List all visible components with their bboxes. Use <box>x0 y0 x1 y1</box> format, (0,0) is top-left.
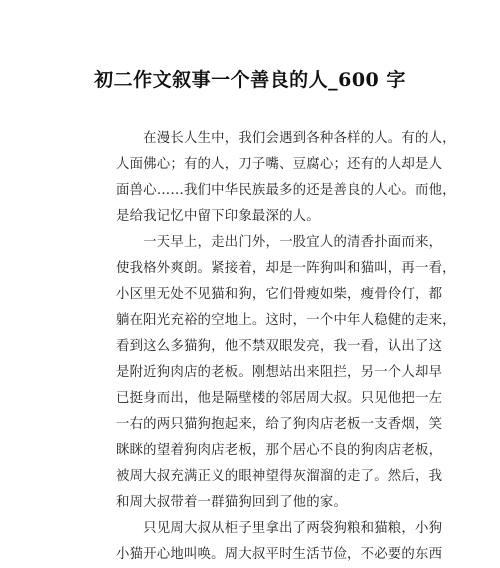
body-line: 小猫开心地叫唤。周大叔平时生活节俭，不必要的东西 <box>116 547 443 562</box>
body-line: 和周大叔带着一群猫狗回到了他的家。 <box>116 495 348 510</box>
body-line: 一右的两只猫狗抱起来，给了狗肉店老板一支香烟，笑 <box>116 417 443 432</box>
body-line: 看到这么多猫狗，他不禁双眼发亮，我一看，认出了这 <box>116 339 443 354</box>
body-line: 只见周大叔从柜子里拿出了两袋狗粮和猫粮，小狗 <box>116 521 443 536</box>
body-line: 一天早上，走出门外，一股宜人的清香扑面而来， <box>116 235 443 250</box>
body-line: 在漫长人生中，我们会遇到各种各样的人。有的人， <box>116 131 456 146</box>
body-line: 小区里无处不见猫和狗，它们骨瘦如柴，瘦骨伶仃，都 <box>116 287 443 302</box>
body-line: 面兽心……我们中华民族最多的还是善良的人心。而他， <box>116 183 456 198</box>
body-line: 被周大叔充满正义的眼神望得灰溜溜的走了。然后，我 <box>116 469 443 484</box>
document-body <box>116 126 456 568</box>
body-line: 是给我记忆中留下印象最深的人。 <box>116 209 320 224</box>
body-line: 眯眯的望着狗肉店老板，那个居心不良的狗肉店老板， <box>116 443 443 458</box>
body-line: 人面佛心；有的人，刀子嘴、豆腐心；还有的人却是人 <box>116 157 443 172</box>
body-line: 使我格外爽朗。紧接着，却是一阵狗叫和猫叫，再一看， <box>116 261 456 276</box>
document-title: 初二作文叙事一个善良的人_600 字 <box>94 69 406 91</box>
body-line: 躺在阳光充裕的空地上。这时，一个中年人稳健的走来， <box>116 313 456 328</box>
body-line: 已挺身而出，他是隔壁楼的邻居周大叔。只见他把一左 <box>116 391 443 406</box>
body-line: 是附近狗肉店的老板。刚想站出来阻拦，另一个人却早 <box>116 365 443 380</box>
